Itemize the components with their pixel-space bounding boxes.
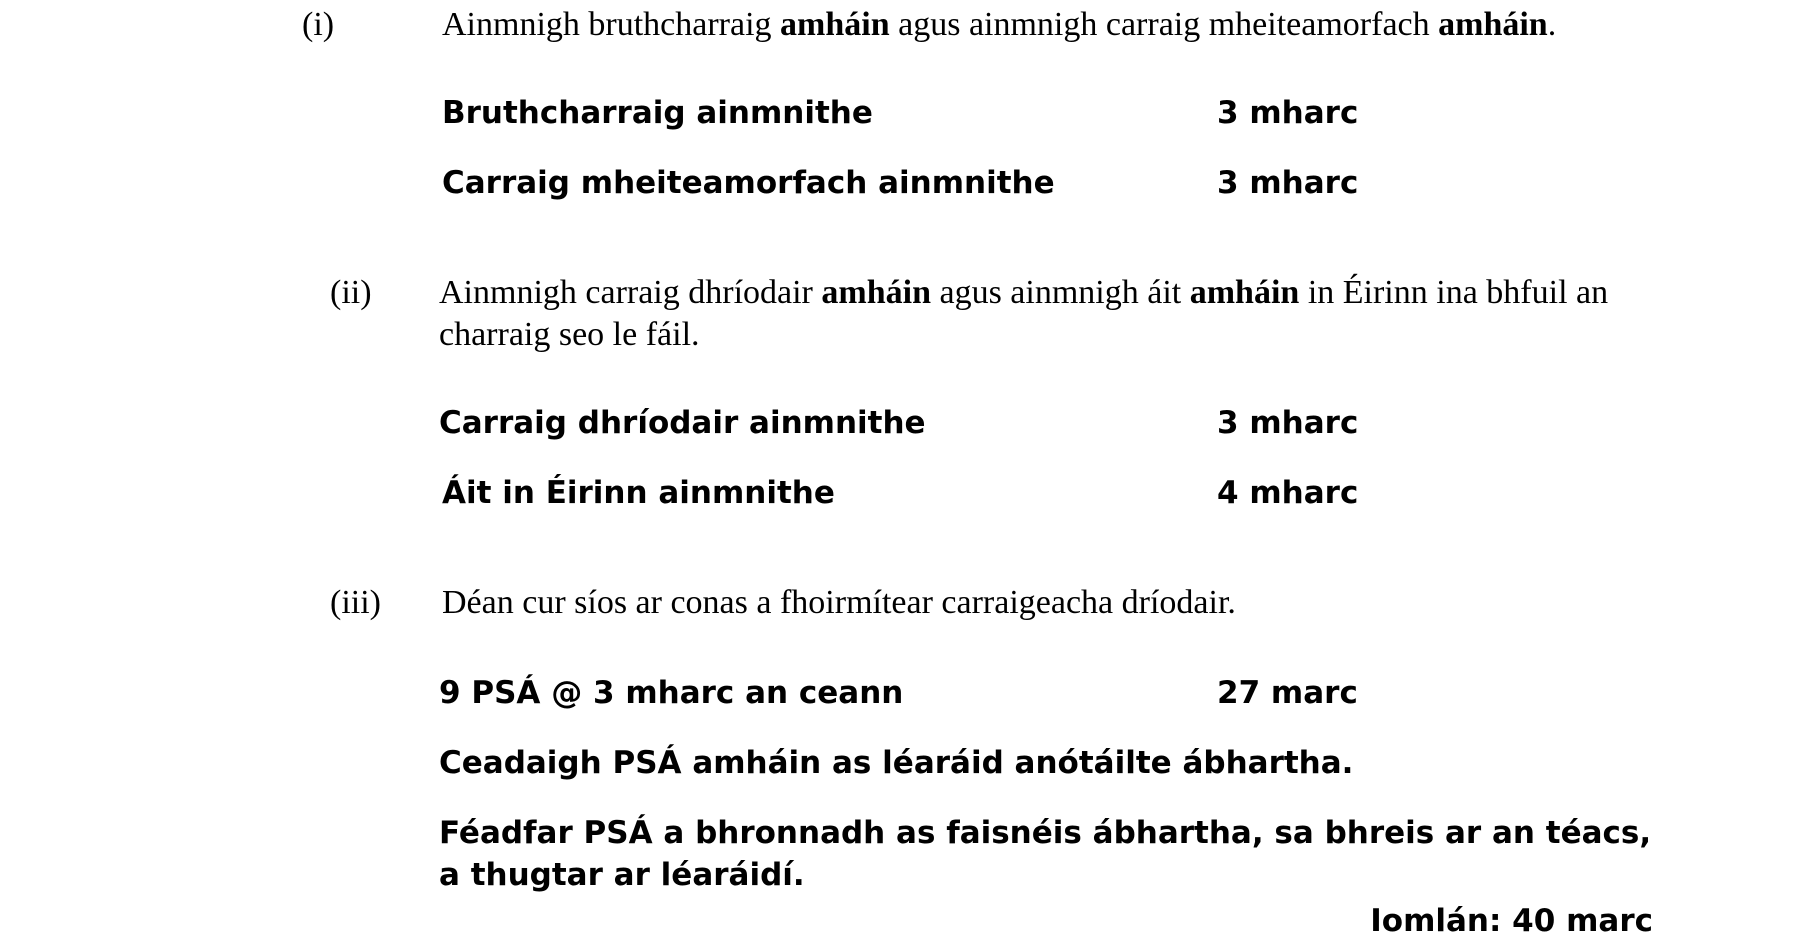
question-text-i-bold-a: amháin <box>780 6 890 43</box>
question-text-ii-part-c: in Éirinn ina bhfuil an charraig seo le fáil. <box>439 274 1609 353</box>
question-text-iii: Déan cur síos ar conas a fhoirmítear carraigeacha dríodair. <box>442 584 1236 621</box>
question-text-i <box>442 4 1556 46</box>
marking-label: Carraig mheiteamorfach ainmnithe <box>442 165 1055 201</box>
question-text-i-bold-b: amháin <box>1438 6 1548 43</box>
marking-note: Féadfar PSÁ a bhronnadh as faisnéis ábhartha, sa bhreis ar an téacs, a thugtar ar léaráidí. <box>439 815 1652 893</box>
question-text-i-part-c: . <box>1547 6 1557 43</box>
marking-value: 3 mharc <box>1217 405 1359 441</box>
question-text-ii-part-b: agus ainmnigh áit <box>930 274 1190 311</box>
question-number-i: (i) <box>302 6 335 43</box>
marking-note: Ceadaigh PSÁ amháin as léaráid anótáilte ábhartha. <box>439 745 1354 781</box>
marking-value: 3 mharc <box>1217 165 1359 201</box>
question-number-iii: (iii) <box>330 584 381 621</box>
total-marks: Iomlán: 40 marc <box>1370 903 1653 939</box>
marking-value: 4 mharc <box>1217 475 1359 511</box>
marking-label: 9 PSÁ @ 3 mharc an ceann <box>439 675 904 711</box>
question-text-i-part-b: agus ainmnigh carraig mheiteamorfach <box>889 6 1439 43</box>
question-text-i-part-a: Ainmnigh bruthcharraig <box>442 6 781 43</box>
question-text-ii <box>439 272 1689 356</box>
marking-label: Bruthcharraig ainmnithe <box>442 95 873 131</box>
marking-label: Áit in Éirinn ainmnithe <box>442 475 835 511</box>
question-text-ii-bold-b: amháin <box>1189 274 1300 311</box>
marking-value: 3 mharc <box>1217 95 1359 131</box>
question-number-ii: (ii) <box>330 274 372 311</box>
question-text-ii-part-a: Ainmnigh carraig dhríodair <box>439 274 822 311</box>
question-text-ii-bold-a: amháin <box>821 274 931 311</box>
marking-label: Carraig dhríodair ainmnithe <box>439 405 926 441</box>
marking-value: 27 marc <box>1217 675 1358 711</box>
